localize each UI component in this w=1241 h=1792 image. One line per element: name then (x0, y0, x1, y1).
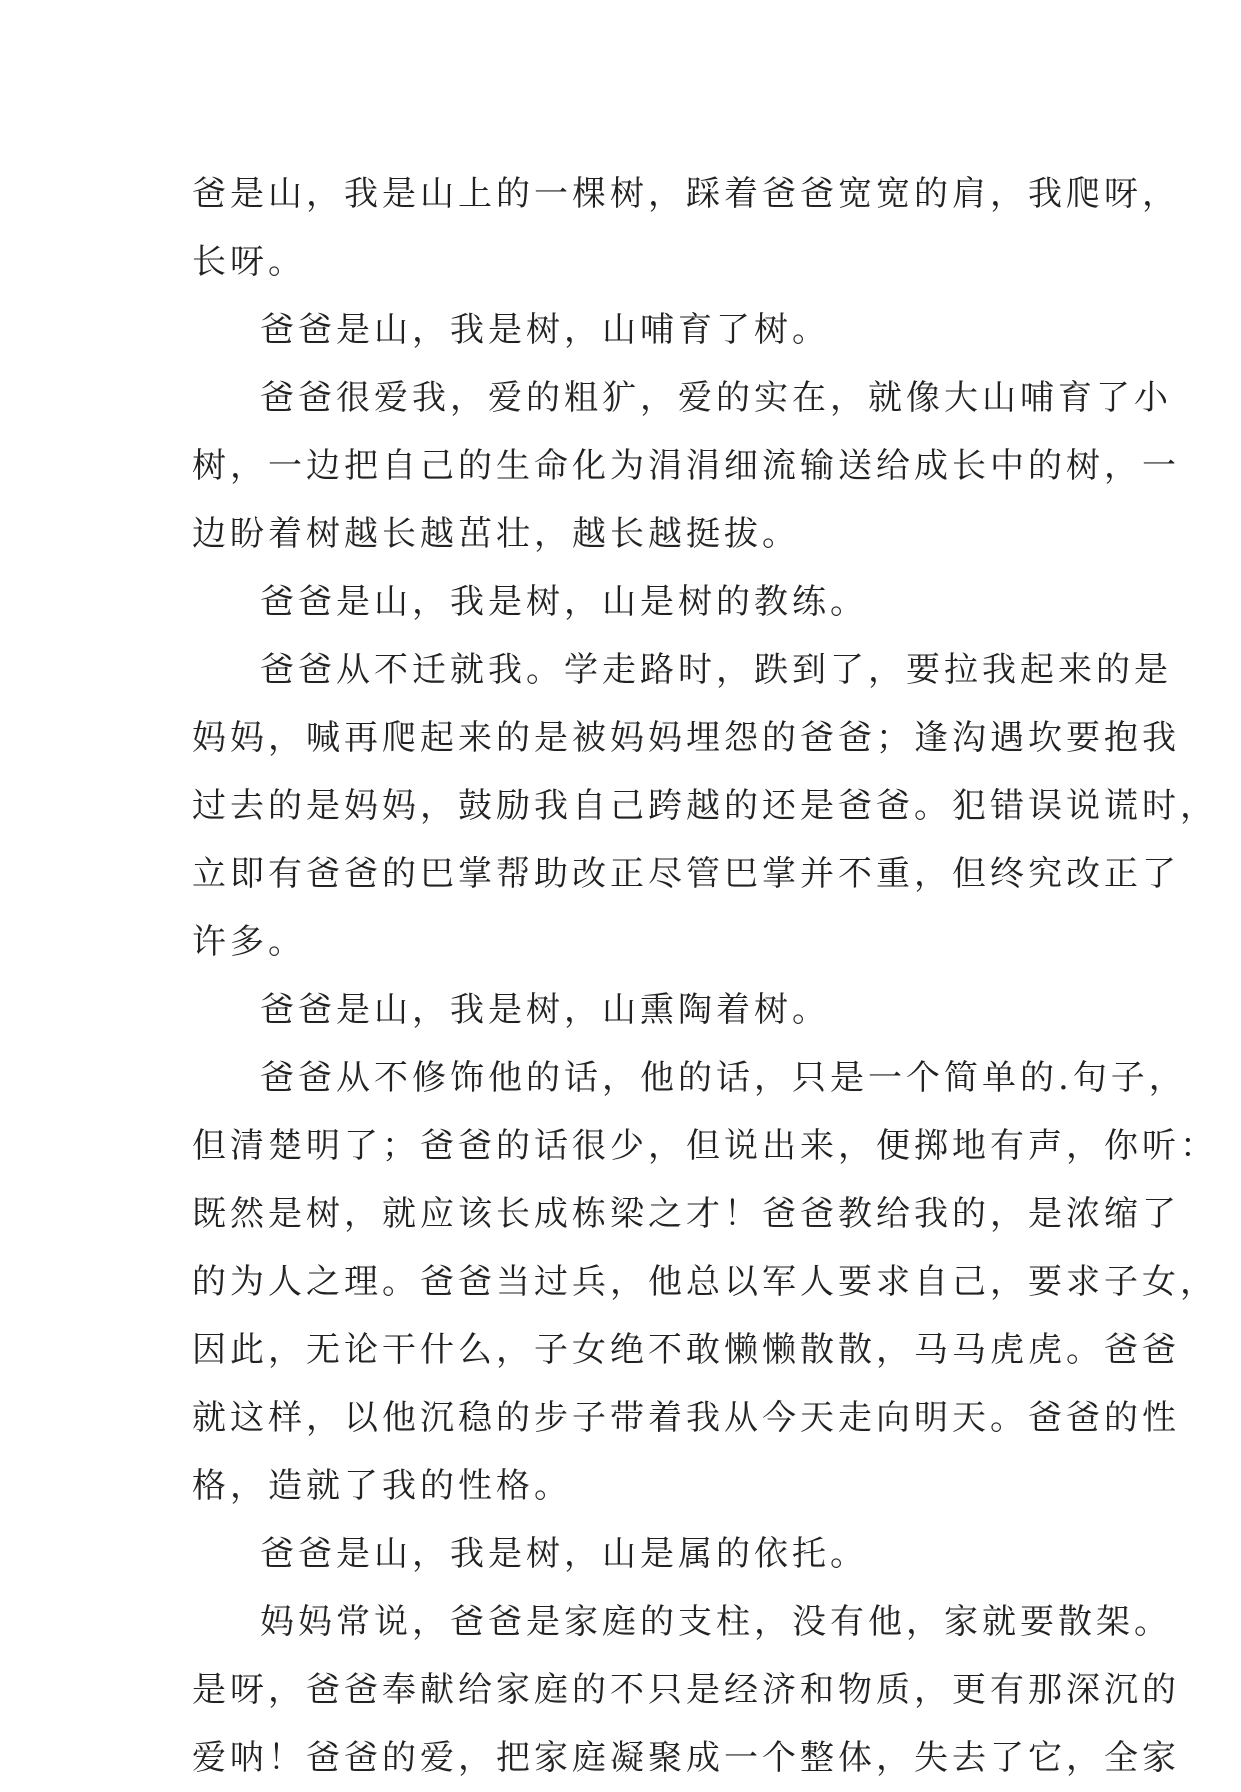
text-line: 爱呐！爸爸的爱，把家庭凝聚成一个整体，失去了它，全家 (192, 1738, 1180, 1778)
text-line: 过去的是妈妈，鼓励我自己跨越的还是爸爸。犯错误说谎时， (192, 786, 1218, 826)
text-line: 因此，无论干什么，子女绝不敢懒懒散散，马马虎虎。爸爸 (192, 1330, 1180, 1370)
text-line: 树，一边把自己的生命化为涓涓细流输送给成长中的树，一 (192, 446, 1180, 486)
document-page (192, 160, 1218, 1792)
text-line: 妈妈常说，爸爸是家庭的支柱，没有他，家就要散架。 (260, 1602, 1172, 1642)
paragraph-heading: 爸爸是山，我是树，山熏陶着树。 (260, 990, 830, 1030)
text-line: 许多。 (192, 922, 306, 962)
text-line: 是呀，爸爸奉献给家庭的不只是经济和物质，更有那深沉的 (192, 1670, 1180, 1710)
text-line: 的为人之理。爸爸当过兵，他总以军人要求自己，要求子女， (192, 1262, 1218, 1302)
text-line: 妈妈，喊再爬起来的是被妈妈埋怨的爸爸；逢沟遇坎要抱我 (192, 718, 1180, 758)
text-line: 但清楚明了；爸爸的话很少，但说出来，便掷地有声，你听： (192, 1126, 1218, 1166)
paragraph-heading: 爸爸是山，我是树，山是树的教练。 (260, 582, 868, 622)
text-line: 爸爸从不修饰他的话，他的话，只是一个简单的.句子， (260, 1058, 1187, 1098)
paragraph-heading: 爸爸是山，我是树，山是属的依托。 (260, 1534, 868, 1574)
text-line: 就这样，以他沉稳的步子带着我从今天走向明天。爸爸的性 (192, 1398, 1180, 1438)
text-line: 既然是树，就应该长成栋梁之才！爸爸教给我的，是浓缩了 (192, 1194, 1180, 1234)
paragraph-heading: 爸爸是山，我是树，山哺育了树。 (260, 310, 830, 350)
text-line: 格，造就了我的性格。 (192, 1466, 572, 1506)
text-line: 边盼着树越长越茁壮，越长越挺拔。 (192, 514, 800, 554)
text-line: 长呀。 (192, 242, 306, 282)
text-line: 爸是山，我是山上的一棵树，踩着爸爸宽宽的肩，我爬呀， (192, 174, 1180, 214)
text-line: 立即有爸爸的巴掌帮助改正尽管巴掌并不重，但终究改正了 (192, 854, 1180, 894)
text-line: 爸爸从不迁就我。学走路时，跌到了，要拉我起来的是 (260, 650, 1172, 690)
text-line: 爸爸很爱我，爱的粗犷，爱的实在，就像大山哺育了小 (260, 378, 1172, 418)
